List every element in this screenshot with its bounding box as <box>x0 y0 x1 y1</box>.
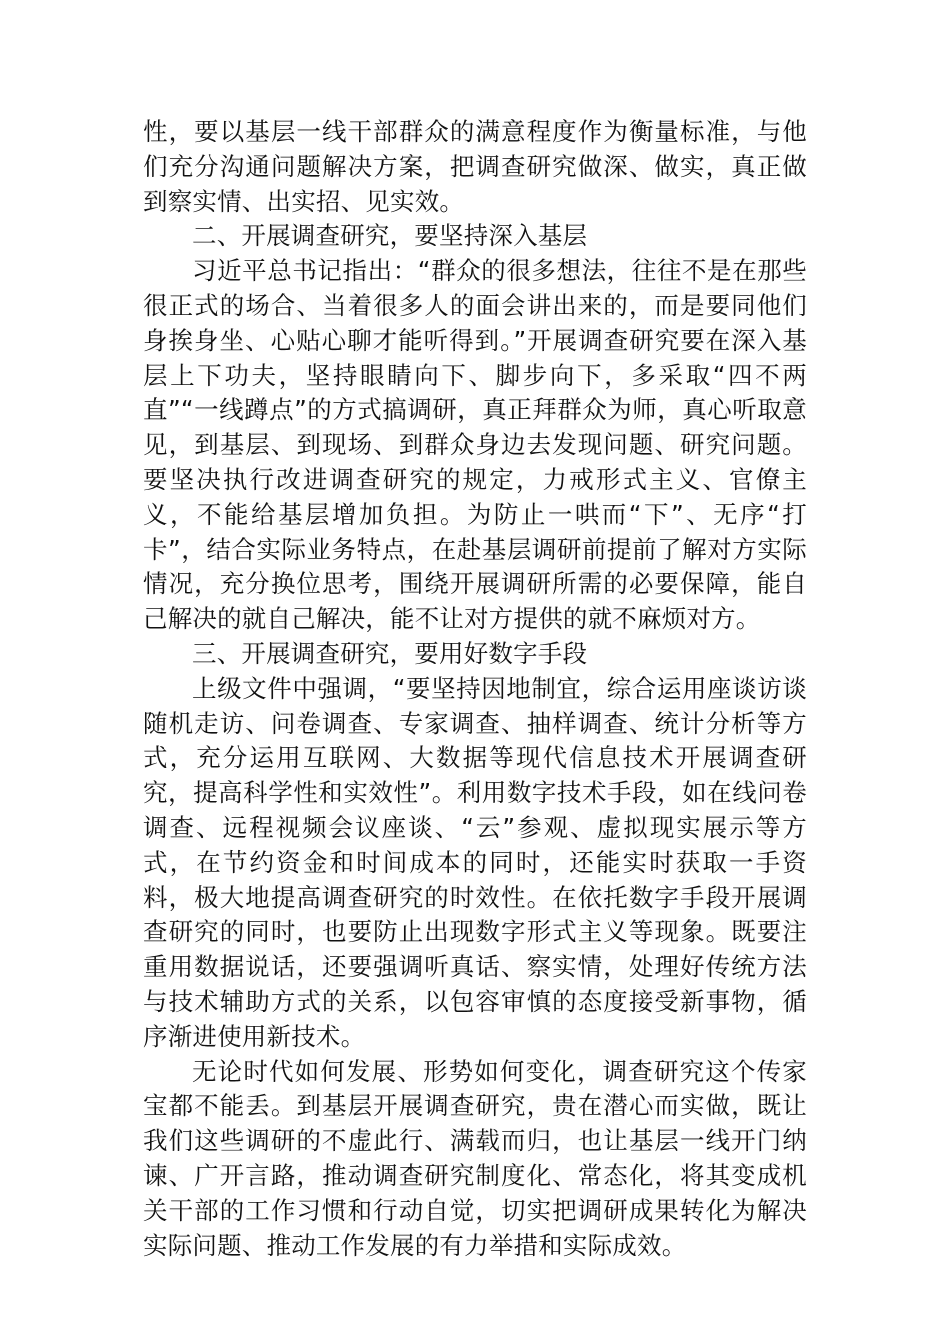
paragraph-section-2: 习近平总书记指出：“群众的很多想法，往往不是在那些很正式的场合、当着很多人的面会讲出来的，而是要同他们身挨身坐、心贴心聊才能听得到。”开展调查研究要在深入基层上下功夫，坚持眼睛向下、脚步向下，多采取“四不两直”“一线蹲点”的方式搞调研，真正拜群众为师，真心听取意见，到基层、到现场、到群众身边去发现问题、研究问题。要坚决执行改进调查研究的规定，力戒形式主义、官僚主义，不能给基层增加负担。为防止一哄而“下”、无序“打卡”，结合实际业务特点，在赴基层调研前提前了解对方实际情况，充分换位思考，围绕开展调研所需的必要保障，能自己解决的就自己解决，能不让对方提供的就不麻烦对方。 <box>143 256 807 634</box>
section-heading-2: 二、开展调查研究，要坚持深入基层 <box>192 221 588 251</box>
paragraph-section-3: 上级文件中强调，“要坚持因地制宜，综合运用座谈访谈随机走访、问卷调查、专家调查、抽样调查、统计分析等方式，充分运用互联网、大数据等现代信息技术开展调查研究，提高科学性和实效性”。利用数字技术手段，如在线问卷调查、远程视频会议座谈、“云”参观、虚拟现实展示等方式，在节约资金和时间成本的同时，还能实时获取一手资料，极大地提高调查研究的时效性。在依托数字手段开展调查研究的同时，也要防止出现数字形式主义等现象。既要注重用数据说话，还要强调听真话、察实情，处理好传统方法与技术辅助方式的关系，以包容审慎的态度接受新事物，循序渐进使用新技术。 <box>143 673 807 1051</box>
paragraph-continued: 性，要以基层一线干部群众的满意程度作为衡量标准，与他们充分沟通问题解决方案，把调查研究做深、做实，真正做到察实情、出实招、见实效。 <box>143 117 807 216</box>
section-heading-3: 三、开展调查研究，要用好数字手段 <box>192 638 588 668</box>
paragraph-conclusion: 无论时代如何发展、形势如何变化，调查研究这个传家宝都不能丢。到基层开展调查研究，贵在潜心而实做，既让我们这些调研的不虚此行、满载而归，也让基层一线开门纳谏、广开言路，推动调查研究制度化、常态化，将其变成机关干部的工作习惯和行动自觉，切实把调研成果转化为解决实际问题、推动工作发展的有力举措和实际成效。 <box>143 1056 807 1260</box>
document-page <box>143 115 807 1263</box>
